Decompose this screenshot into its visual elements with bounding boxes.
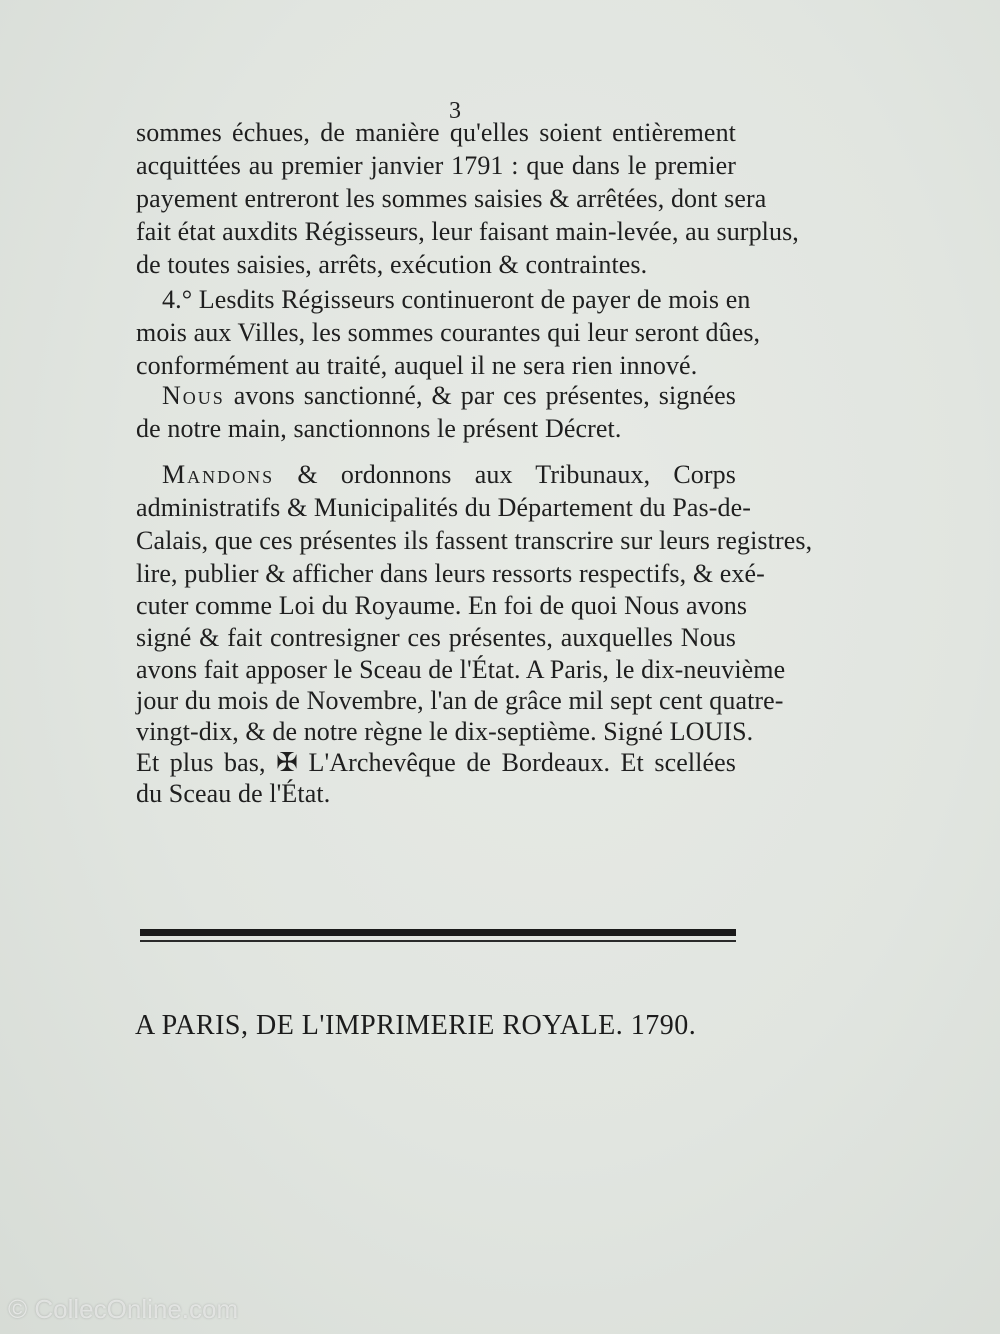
text-line-7: mois aux Villes, les sommes courantes qui leur seront dûes,	[136, 318, 761, 347]
text-line-9: Nous avons sanctionné, & par ces présentes, signées	[162, 381, 736, 410]
watermark: © CollecOnline.com	[8, 1294, 239, 1324]
text-line-16: signé & fait contresigner ces présentes, auxquelles Nous	[136, 623, 736, 652]
opening-word: Nous	[162, 381, 225, 410]
text-line-14: lire, publier & afficher dans leurs ressorts respectifs, & exé-	[136, 559, 765, 588]
text-line-11: Mandons & ordonnons aux Tribunaux, Corps	[162, 460, 736, 489]
text-line-1: sommes échues, de manière qu'elles soient entièrement	[136, 118, 736, 147]
text-line-19: vingt-dix, & de notre règne le dix-septième. Signé LOUIS.	[136, 717, 754, 746]
text-line-2: acquittées au premier janvier 1791 : que dans le premier	[136, 151, 736, 180]
text-line-13: Calais, que ces présentes ils fassent transcrire sur leurs registres,	[136, 526, 813, 555]
opening-word: Mandons	[162, 460, 275, 489]
page-number: 3	[449, 98, 461, 124]
text-line-6: 4.° Lesdits Régisseurs continueront de payer de mois en	[162, 285, 751, 314]
text-line-17: avons fait apposer le Sceau de l'État. A Paris, le dix-neuvième	[136, 655, 786, 684]
text-line-3: payement entreront les sommes saisies & arrêtées, dont sera	[136, 184, 767, 213]
text-line-10: de notre main, sanctionnons le présent Décret.	[136, 414, 622, 443]
text-line-4: fait état auxdits Régisseurs, leur faisant main-levée, au surplus,	[136, 217, 799, 246]
text-line-21: du Sceau de l'État.	[136, 779, 331, 808]
text-line-15: cuter comme Loi du Royaume. En foi de quoi Nous avons	[136, 591, 748, 620]
text-line-12: administratifs & Municipalités du Département du Pas-de-	[136, 493, 752, 522]
text-line-20: Et plus bas, ✠ L'Archevêque de Bordeaux. Et scellées	[136, 748, 736, 777]
text-line-8: conformément au traité, auquel il ne sera rien innové.	[136, 351, 698, 380]
text-line-18: jour du mois de Novembre, l'an de grâce mil sept cent quatre-	[136, 686, 784, 715]
text-line-5: de toutes saisies, arrêts, exécution & contraintes.	[136, 250, 648, 279]
printer-imprint: A PARIS, DE L'IMPRIMERIE ROYALE. 1790.	[135, 1010, 697, 1041]
divider-rule-thick	[140, 929, 736, 936]
divider-rule-thin	[140, 940, 736, 942]
